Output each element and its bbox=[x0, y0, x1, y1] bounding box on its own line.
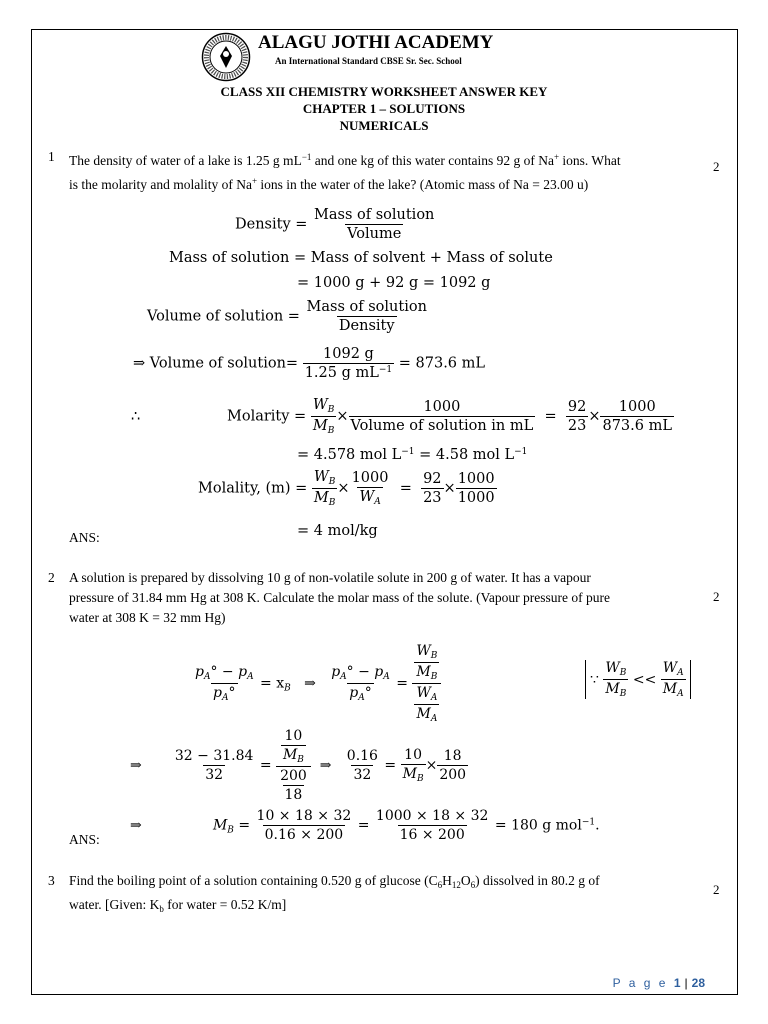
volume-calculation: ⇒ Volume of solution= $\frac{1092 g}{1.25 g mL^{-1}}$ = 873.6 mL bbox=[133, 346, 486, 381]
volume-formula: Volume of solution = $\frac{\text{Mass of solution}}{\text{Density}}$ bbox=[147, 299, 427, 334]
question-marks: 2 bbox=[713, 882, 720, 897]
question-marks: 2 bbox=[713, 589, 720, 604]
mass-of-solution-formula: Mass of solution = Mass of solvent + Mass of solute bbox=[169, 250, 553, 266]
question-3-text: Find the boiling point of a solution containing 0.520 g of glucose $(C_6H_{12}O_6)$ dissolved in 80.2 g of water. [Given: $K_b$ for water = 0.52 K/m] bbox=[69, 873, 600, 914]
question-number: 2 bbox=[48, 570, 55, 585]
answer-label: ANS: bbox=[69, 832, 100, 847]
answer-label: ANS: bbox=[69, 530, 100, 545]
question-number: 3 bbox=[48, 873, 55, 888]
question-number: 1 bbox=[48, 149, 55, 164]
question-marks: 2 bbox=[713, 159, 720, 174]
density-formula: Density = $\frac{\text{Mass of solution}}{\text{Volume}}$ bbox=[235, 207, 435, 242]
page-word: P a g e bbox=[612, 976, 674, 990]
chapter-title: CHAPTER 1 – SOLUTIONS bbox=[302, 101, 466, 116]
question-1-text: The density of water of a lake is 1.25 g $mL^{-1}$ and one kg of this water contains 92 g of Na+ ions. What is the molarity and molality of Na+ ions in the water of the lake? (Atomic mass of Na = 23.00 u) bbox=[69, 152, 621, 192]
approximation-note: ∵ $\frac{W_B}{M_B}$ << $\frac{W_A}{M_A}$ bbox=[585, 660, 691, 699]
page-footer bbox=[613, 976, 705, 990]
section-title: NUMERICALS bbox=[339, 118, 429, 133]
molality-result: = 4 mol/kg bbox=[297, 523, 378, 539]
molarity-result: = 4.578 mol $L^{-1} = 4.58$ mol $L^{-1}$ bbox=[297, 447, 528, 463]
school-tagline: An International Standard CBSE Sr. Sec. School bbox=[275, 56, 462, 66]
question-2-text: A solution is prepared by dissolving 10 g of non-volatile solute in 200 g of water. It has a vapour pressure of 31.84 mm Hg at 308 K. Calculate the molar mass of the solute. (Vapour pressure of pure water at 308 K = 32 mm Hg) bbox=[69, 570, 610, 625]
raoult-law-equation: $\frac{p_A^\circ - p_A}{p_A^\circ}$ = $x_B$ ⇒ $\frac{p_A^\circ - p_A}{p_A^\circ}$ = $\frac{\frac{W_B}{M_B}}{\frac{W_A}{M_A}}$ bbox=[193, 643, 441, 724]
page-total: 28 bbox=[691, 976, 705, 990]
substitution-step: ⇒ $\frac{32 - 31.84}{32}$ = $\frac{\frac{10}{M_B}}{\frac{200}{18}}$ ⇒ $\frac{0.16}{32}$ = $\frac{10}{M_B}$ × $\frac{18}{200}$ bbox=[130, 728, 467, 803]
molality-formula: Molality, (m) = $\frac{W_B}{M_B}$ × $\frac{1000}{W_A}$ = $\frac{92}{23}$ × $\frac{1000}{1000}$ bbox=[198, 469, 495, 508]
page-number: 1 bbox=[673, 976, 681, 990]
therefore-symbol: ∴ bbox=[131, 409, 141, 425]
page-separator: | bbox=[684, 976, 688, 990]
worksheet-title: CLASS XII CHEMISTRY WORKSHEET ANSWER KEY bbox=[220, 84, 548, 99]
molar-mass-result: ⇒ $M_B$ = $\frac{10 \times 18 \times 32}{0.16 \times 200}$ = $\frac{1000 \times 18 \times 32}{16 \times 200}$ = 180 g mol$^{-1}$. bbox=[130, 808, 600, 843]
school-logo-icon bbox=[201, 32, 251, 82]
molarity-formula: Molarity = $\frac{W_B}{M_B}$ × $\frac{1000}{\text{Volume of solution in mL}}$ = $\frac{92}{23}$ × $\frac{1000}{873.6 mL}$ bbox=[227, 397, 672, 436]
school-name: ALAGU JOTHI ACADEMY bbox=[258, 32, 494, 53]
mass-calculation: = 1000 g + 92 g = 1092 g bbox=[297, 275, 491, 291]
